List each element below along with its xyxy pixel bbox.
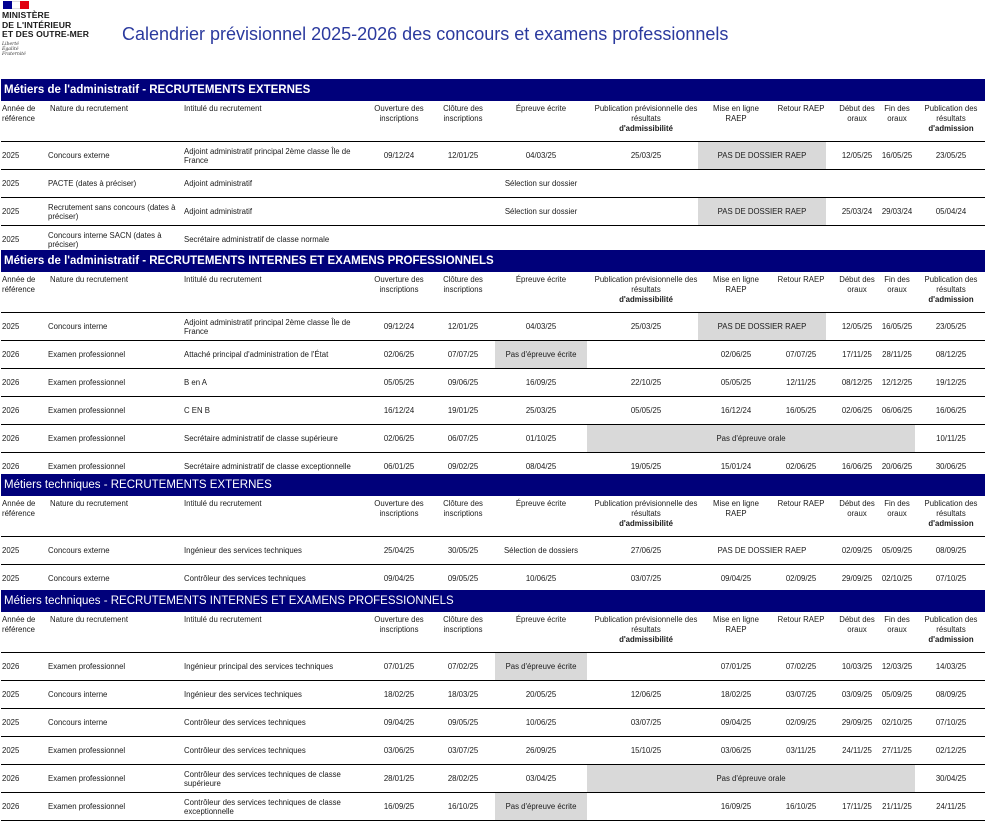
nature-cell: Examen professionnel <box>48 462 126 471</box>
column-header-row <box>1 496 985 537</box>
column-header-bold: d'admissibilité <box>619 519 673 528</box>
column-header-nature: Nature du recrutement <box>50 499 129 508</box>
column-header-annee: Année de référence <box>2 615 36 634</box>
no-oral-cell: Pas d'épreuve orale <box>587 425 915 452</box>
ouverture-cell: 02/06/25 <box>383 434 415 443</box>
raep-cell: 16/12/24 <box>720 406 752 415</box>
ouverture-cell: 09/04/25 <box>383 718 415 727</box>
column-header-epreuve: Épreuve écrite <box>515 499 567 508</box>
annee-cell: 2026 <box>2 378 20 387</box>
table-row <box>1 737 985 765</box>
intitule-cell: Attaché principal d'administration de l'État <box>184 350 329 359</box>
publication-cell: 03/07/25 <box>630 574 662 583</box>
table-row <box>1 341 985 369</box>
fin-cell: 12/03/25 <box>881 662 913 671</box>
fin-cell: 16/05/25 <box>881 151 913 160</box>
retour-cell: 12/11/25 <box>786 378 816 387</box>
epreuve-cell: 04/03/25 <box>525 322 557 331</box>
nature-cell: Examen professionnel <box>48 350 126 359</box>
column-header-fin: Fin des oraux <box>884 275 910 294</box>
admission-cell: 10/11/25 <box>936 434 966 443</box>
intitule-cell: B en A <box>184 378 207 387</box>
nature-cell: Examen professionnel <box>48 746 126 755</box>
annee-cell: 2025 <box>2 235 20 244</box>
ouverture-cell: 09/12/24 <box>383 322 415 331</box>
column-header-raep: Mise en ligne RAEP <box>713 615 759 634</box>
cloture-cell: 09/05/25 <box>447 574 479 583</box>
column-header-text: Publication prévisionnelle des résultats <box>594 275 698 294</box>
intitule-cell: Contrôleur des services techniques <box>184 574 306 583</box>
nature-cell: PACTE (dates à préciser) <box>48 179 137 188</box>
column-header-publication <box>587 612 705 652</box>
column-header-ouverture: Ouverture des inscriptions <box>374 615 424 634</box>
admission-cell: 19/12/25 <box>935 378 967 387</box>
column-header-intitule: Intitulé du recrutement <box>184 615 262 624</box>
debut-cell: 17/11/25 <box>842 350 872 359</box>
retour-cell: 02/09/25 <box>785 718 817 727</box>
column-header-epreuve: Épreuve écrite <box>515 275 567 284</box>
column-header-bold: d'admission <box>928 124 974 133</box>
column-header-bold: d'admission <box>928 295 974 304</box>
raep-cell: 09/04/25 <box>720 574 752 583</box>
admission-cell: 02/12/25 <box>935 746 967 755</box>
org-line: MINISTÈRE <box>2 10 50 20</box>
raep-cell: 07/01/25 <box>720 662 752 671</box>
annee-cell: 2025 <box>2 546 20 555</box>
ouverture-cell: 02/06/25 <box>383 350 415 359</box>
flag-red <box>20 1 29 9</box>
column-header-publication <box>587 496 705 536</box>
table-row <box>1 313 985 341</box>
motto-line: Fraternité <box>2 51 26 57</box>
publication-cell: 19/05/25 <box>630 462 662 471</box>
publication-cell: 12/06/25 <box>630 690 662 699</box>
column-header-text: Publication des résultats <box>924 104 978 123</box>
nature-cell: Concours externe <box>48 574 110 583</box>
annee-cell: 2026 <box>2 350 20 359</box>
intitule-cell: C EN B <box>184 406 210 415</box>
intitule-cell: Adjoint administratif <box>184 179 253 188</box>
table-row <box>1 565 985 593</box>
column-header-debut: Début des oraux <box>839 615 875 634</box>
fin-cell: 02/10/25 <box>881 718 913 727</box>
column-header-cloture: Clôture des inscriptions <box>443 104 483 123</box>
column-header-debut: Début des oraux <box>839 275 875 294</box>
retour-cell: 02/09/25 <box>785 574 817 583</box>
raep-cell: 09/04/25 <box>720 718 752 727</box>
column-header-text: Publication des résultats <box>924 275 978 294</box>
column-header-nature: Nature du recrutement <box>50 275 129 284</box>
column-header-intitule: Intitulé du recrutement <box>184 499 262 508</box>
ministry-logo <box>2 1 112 57</box>
column-header-admission <box>915 612 987 652</box>
epreuve-cell: 20/05/25 <box>525 690 557 699</box>
column-header-fin: Fin des oraux <box>884 104 910 123</box>
column-header-admission <box>915 101 987 141</box>
debut-cell: 02/09/25 <box>841 546 873 555</box>
retour-cell: 03/11/25 <box>786 746 816 755</box>
column-header-cloture: Clôture des inscriptions <box>443 499 483 518</box>
table-row <box>1 198 985 226</box>
nature-cell: Examen professionnel <box>48 406 126 415</box>
epreuve-cell: 04/03/25 <box>525 151 557 160</box>
ouverture-cell: 16/09/25 <box>383 802 415 811</box>
column-header-fin: Fin des oraux <box>884 499 910 518</box>
admission-cell: 07/10/25 <box>935 574 967 583</box>
column-header-bold: d'admissibilité <box>619 635 673 644</box>
table-row <box>1 369 985 397</box>
table-row <box>1 142 985 170</box>
column-header-annee: Année de référence <box>2 499 36 518</box>
admission-cell: 30/06/25 <box>935 462 967 471</box>
column-header-debut: Début des oraux <box>839 104 875 123</box>
table-row <box>1 537 985 565</box>
raep-none-cell: PAS DE DOSSIER RAEP <box>698 198 826 225</box>
column-header-ouverture: Ouverture des inscriptions <box>374 499 424 518</box>
ouverture-cell: 28/01/25 <box>383 774 415 783</box>
nature-cell: Concours interne <box>48 690 108 699</box>
epreuve-cell: 25/03/25 <box>525 406 557 415</box>
raep-none-cell: PAS DE DOSSIER RAEP <box>698 142 826 169</box>
ouverture-cell: 09/04/25 <box>383 574 415 583</box>
epreuve-cell: 10/06/25 <box>525 718 557 727</box>
column-header-nature: Nature du recrutement <box>50 104 129 113</box>
page-header <box>0 0 987 70</box>
column-header-text: Publication prévisionnelle des résultats <box>594 104 698 123</box>
admission-cell: 08/12/25 <box>935 350 967 359</box>
cloture-cell: 28/02/25 <box>447 774 479 783</box>
column-header-ouverture: Ouverture des inscriptions <box>374 275 424 294</box>
page-title: Calendrier prévisionnel 2025-2026 des concours et examens professionnels <box>122 24 729 44</box>
fin-cell: 05/09/25 <box>881 546 913 555</box>
fin-cell: 20/06/25 <box>881 462 913 471</box>
nature-cell: Concours interne <box>48 322 108 331</box>
intitule-cell: Adjoint administratif <box>184 207 253 216</box>
table-row <box>1 397 985 425</box>
retour-cell: 07/07/25 <box>785 350 817 359</box>
admission-cell: 05/04/24 <box>935 207 967 216</box>
cloture-cell: 06/07/25 <box>447 434 479 443</box>
admission-cell: 24/11/25 <box>936 802 966 811</box>
nature-cell: Examen professionnel <box>48 378 126 387</box>
retour-cell: 07/02/25 <box>785 662 817 671</box>
annee-cell: 2026 <box>2 406 20 415</box>
ouverture-cell: 03/06/25 <box>383 746 415 755</box>
org-line: ET DES OUTRE-MER <box>2 29 90 39</box>
intitule-cell: Adjoint administratif principal 2ème classe Île de France <box>184 317 351 336</box>
column-header-bold: d'admissibilité <box>619 124 673 133</box>
table-row <box>1 793 985 821</box>
raep-cell: 18/02/25 <box>720 690 752 699</box>
annee-cell: 2025 <box>2 151 20 160</box>
nature-cell: Concours externe <box>48 546 110 555</box>
publication-cell: 05/05/25 <box>630 406 662 415</box>
nature-cell: Concours interne <box>48 718 108 727</box>
nature-cell: Examen professionnel <box>48 662 126 671</box>
column-header-row <box>1 612 985 653</box>
column-header-text: Publication des résultats <box>924 499 978 518</box>
annee-cell: 2026 <box>2 662 20 671</box>
calendar-section <box>1 474 985 593</box>
annee-cell: 2025 <box>2 746 20 755</box>
ouverture-cell: 07/01/25 <box>383 662 415 671</box>
retour-cell: 03/07/25 <box>785 690 817 699</box>
fin-cell: 16/05/25 <box>881 322 913 331</box>
column-header-retour: Retour RAEP <box>777 499 825 508</box>
intitule-cell: Ingénieur des services techniques <box>184 690 302 699</box>
retour-cell: 16/05/25 <box>785 406 817 415</box>
debut-cell: 08/12/25 <box>841 378 873 387</box>
table-row <box>1 170 985 198</box>
cloture-cell: 16/10/25 <box>447 802 479 811</box>
column-header-epreuve: Épreuve écrite <box>515 615 567 624</box>
raep-cell: 03/06/25 <box>720 746 752 755</box>
debut-cell: 29/09/25 <box>841 718 873 727</box>
ouverture-cell: 25/04/25 <box>383 546 415 555</box>
column-header-intitule: Intitulé du recrutement <box>184 104 262 113</box>
intitule-cell: Secrétaire administratif de classe exceptionnelle <box>184 462 351 471</box>
column-header-raep: Mise en ligne RAEP <box>713 104 759 123</box>
column-header-epreuve: Épreuve écrite <box>515 104 567 113</box>
epreuve-cell: 01/10/25 <box>525 434 557 443</box>
column-header-annee: Année de référence <box>2 104 36 123</box>
cloture-cell: 03/07/25 <box>447 746 479 755</box>
admission-cell: 08/09/25 <box>935 546 967 555</box>
annee-cell: 2025 <box>2 574 20 583</box>
debut-cell: 25/03/24 <box>841 207 873 216</box>
motto-line: Égalité <box>2 46 19 52</box>
section-title: Métiers de l'administratif - RECRUTEMENTS EXTERNES <box>1 79 985 101</box>
section-title: Métiers techniques - RECRUTEMENTS INTERNES ET EXAMENS PROFESSIONNELS <box>1 590 985 612</box>
publication-cell: 22/10/25 <box>630 378 662 387</box>
annee-cell: 2025 <box>2 718 20 727</box>
publication-cell: 15/10/25 <box>630 746 662 755</box>
column-header-admission <box>915 272 987 312</box>
nature-cell: Examen professionnel <box>48 802 126 811</box>
column-header-ouverture: Ouverture des inscriptions <box>374 104 424 123</box>
raep-none-cell: PAS DE DOSSIER RAEP <box>717 546 807 555</box>
admission-cell: 07/10/25 <box>935 718 967 727</box>
table-row <box>1 765 985 793</box>
cloture-cell: 09/06/25 <box>447 378 479 387</box>
raep-none-cell: PAS DE DOSSIER RAEP <box>698 313 826 340</box>
column-header-raep: Mise en ligne RAEP <box>713 275 759 294</box>
raep-cell: 16/09/25 <box>720 802 752 811</box>
column-header-raep: Mise en ligne RAEP <box>713 499 759 518</box>
fin-cell: 12/12/25 <box>881 378 913 387</box>
column-header-bold: d'admission <box>928 519 974 528</box>
section-title: Métiers techniques - RECRUTEMENTS EXTERNES <box>1 474 985 496</box>
fin-cell: 27/11/25 <box>882 746 912 755</box>
intitule-cell: Secrétaire administratif de classe normale <box>184 235 330 244</box>
debut-cell: 03/09/25 <box>841 690 873 699</box>
cloture-cell: 12/01/25 <box>447 151 479 160</box>
retour-cell: 16/10/25 <box>785 802 817 811</box>
intitule-cell: Contrôleur des services techniques <box>184 718 306 727</box>
calendar-section <box>1 250 985 481</box>
column-header-text: Publication prévisionnelle des résultats <box>594 499 698 518</box>
raep-cell: 05/05/25 <box>720 378 752 387</box>
admission-cell: 23/05/25 <box>935 151 967 160</box>
publication-cell: 25/03/25 <box>630 322 662 331</box>
section-title: Métiers de l'administratif - RECRUTEMENTS INTERNES ET EXAMENS PROFESSIONNELS <box>1 250 985 272</box>
calendar-section <box>1 590 985 821</box>
column-header-bold: d'admissibilité <box>619 295 673 304</box>
column-header-debut: Début des oraux <box>839 499 875 518</box>
epreuve-cell: Sélection sur dossier <box>504 207 578 216</box>
nature-cell: Examen professionnel <box>48 434 126 443</box>
nature-cell: Concours interne SACN (dates à préciser) <box>48 230 162 249</box>
cloture-cell: 07/02/25 <box>447 662 479 671</box>
annee-cell: 2025 <box>2 179 20 188</box>
publication-cell: 25/03/25 <box>630 151 662 160</box>
column-header-bold: d'admission <box>928 635 974 644</box>
column-header-intitule: Intitulé du recrutement <box>184 275 262 284</box>
ouverture-cell: 05/05/25 <box>383 378 415 387</box>
column-header-text: Publication des résultats <box>924 615 978 634</box>
fin-cell: 05/09/25 <box>881 690 913 699</box>
fin-cell: 21/11/25 <box>882 802 912 811</box>
column-header-fin: Fin des oraux <box>884 615 910 634</box>
intitule-cell: Contrôleur des services techniques de classe exceptionnelle <box>184 797 341 816</box>
debut-cell: 29/09/25 <box>841 574 873 583</box>
epreuve-cell: 03/04/25 <box>525 774 557 783</box>
debut-cell: 24/11/25 <box>842 746 872 755</box>
raep-cell: 15/01/24 <box>720 462 752 471</box>
annee-cell: 2025 <box>2 690 20 699</box>
org-line: DE L'INTÉRIEUR <box>2 19 72 30</box>
debut-cell: 12/05/25 <box>841 322 873 331</box>
epreuve-cell: 08/04/25 <box>525 462 557 471</box>
admission-cell: 08/09/25 <box>935 690 967 699</box>
column-header-cloture: Clôture des inscriptions <box>443 275 483 294</box>
ouverture-cell: 09/12/24 <box>383 151 415 160</box>
fin-cell: 06/06/25 <box>881 406 913 415</box>
raep-cell: 02/06/25 <box>720 350 752 359</box>
column-header-nature: Nature du recrutement <box>50 615 129 624</box>
annee-cell: 2026 <box>2 434 20 443</box>
cloture-cell: 18/03/25 <box>447 690 479 699</box>
nature-cell: Recrutement sans concours (dates à préciser) <box>48 202 176 221</box>
ouverture-cell: 16/12/24 <box>383 406 415 415</box>
cloture-cell: 09/02/25 <box>447 462 479 471</box>
debut-cell: 10/03/25 <box>841 662 873 671</box>
nature-cell: Concours externe <box>48 151 110 160</box>
table-row <box>1 709 985 737</box>
debut-cell: 02/06/25 <box>841 406 873 415</box>
column-header-admission <box>915 496 987 536</box>
publication-cell: 27/06/25 <box>630 546 662 555</box>
epreuve-cell: 10/06/25 <box>525 574 557 583</box>
flag-blue <box>3 1 12 9</box>
cloture-cell: 09/05/25 <box>447 718 479 727</box>
column-header-text: Publication prévisionnelle des résultats <box>594 615 698 634</box>
intitule-cell: Ingénieur principal des services techniques <box>184 662 334 671</box>
debut-cell: 16/06/25 <box>841 462 873 471</box>
admission-cell: 30/04/25 <box>935 774 967 783</box>
cloture-cell: 07/07/25 <box>447 350 479 359</box>
table-row <box>1 681 985 709</box>
intitule-cell: Contrôleur des services techniques de classe supérieure <box>184 769 341 788</box>
intitule-cell: Secrétaire administratif de classe supérieure <box>184 434 338 443</box>
fin-cell: 02/10/25 <box>881 574 913 583</box>
debut-cell: 17/11/25 <box>842 802 872 811</box>
admission-cell: 14/03/25 <box>935 662 967 671</box>
intitule-cell: Adjoint administratif principal 2ème classe Île de France <box>184 146 351 165</box>
french-flag-icon <box>3 1 29 9</box>
column-header-cloture: Clôture des inscriptions <box>443 615 483 634</box>
nature-cell: Examen professionnel <box>48 774 126 783</box>
calendar-section <box>1 79 985 254</box>
column-header-row <box>1 101 985 142</box>
debut-cell: 12/05/25 <box>841 151 873 160</box>
column-header-retour: Retour RAEP <box>777 275 825 284</box>
publication-cell: 03/07/25 <box>630 718 662 727</box>
admission-cell: 16/06/25 <box>935 406 967 415</box>
motto-line: Liberté <box>2 41 19 47</box>
epreuve-cell: Pas d'épreuve écrite <box>495 793 587 820</box>
annee-cell: 2025 <box>2 207 20 216</box>
admission-cell: 23/05/25 <box>935 322 967 331</box>
epreuve-cell: 16/09/25 <box>525 378 557 387</box>
intitule-cell: Contrôleur des services techniques <box>184 746 306 755</box>
annee-cell: 2025 <box>2 322 20 331</box>
no-oral-cell: Pas d'épreuve orale <box>587 765 915 792</box>
epreuve-cell: Sélection sur dossier <box>504 179 578 188</box>
fin-cell: 29/03/24 <box>881 207 913 216</box>
ouverture-cell: 18/02/25 <box>383 690 415 699</box>
flag-white <box>12 1 21 9</box>
intitule-cell: Ingénieur des services techniques <box>184 546 302 555</box>
annee-cell: 2026 <box>2 774 20 783</box>
column-header-annee: Année de référence <box>2 275 36 294</box>
column-header-retour: Retour RAEP <box>777 104 825 113</box>
column-header-publication <box>587 272 705 312</box>
column-header-publication <box>587 101 705 141</box>
epreuve-cell: Pas d'épreuve écrite <box>495 653 587 680</box>
cloture-cell: 30/05/25 <box>447 546 479 555</box>
epreuve-cell: 26/09/25 <box>525 746 557 755</box>
annee-cell: 2026 <box>2 802 20 811</box>
cloture-cell: 12/01/25 <box>447 322 479 331</box>
epreuve-cell: Sélection de dossiers <box>503 546 579 555</box>
column-header-retour: Retour RAEP <box>777 615 825 624</box>
annee-cell: 2026 <box>2 462 20 471</box>
retour-cell: 02/06/25 <box>785 462 817 471</box>
column-header-row <box>1 272 985 313</box>
ouverture-cell: 06/01/25 <box>383 462 415 471</box>
epreuve-cell: Pas d'épreuve écrite <box>495 341 587 368</box>
table-row <box>1 653 985 681</box>
table-row <box>1 425 985 453</box>
cloture-cell: 19/01/25 <box>447 406 479 415</box>
fin-cell: 28/11/25 <box>882 350 912 359</box>
